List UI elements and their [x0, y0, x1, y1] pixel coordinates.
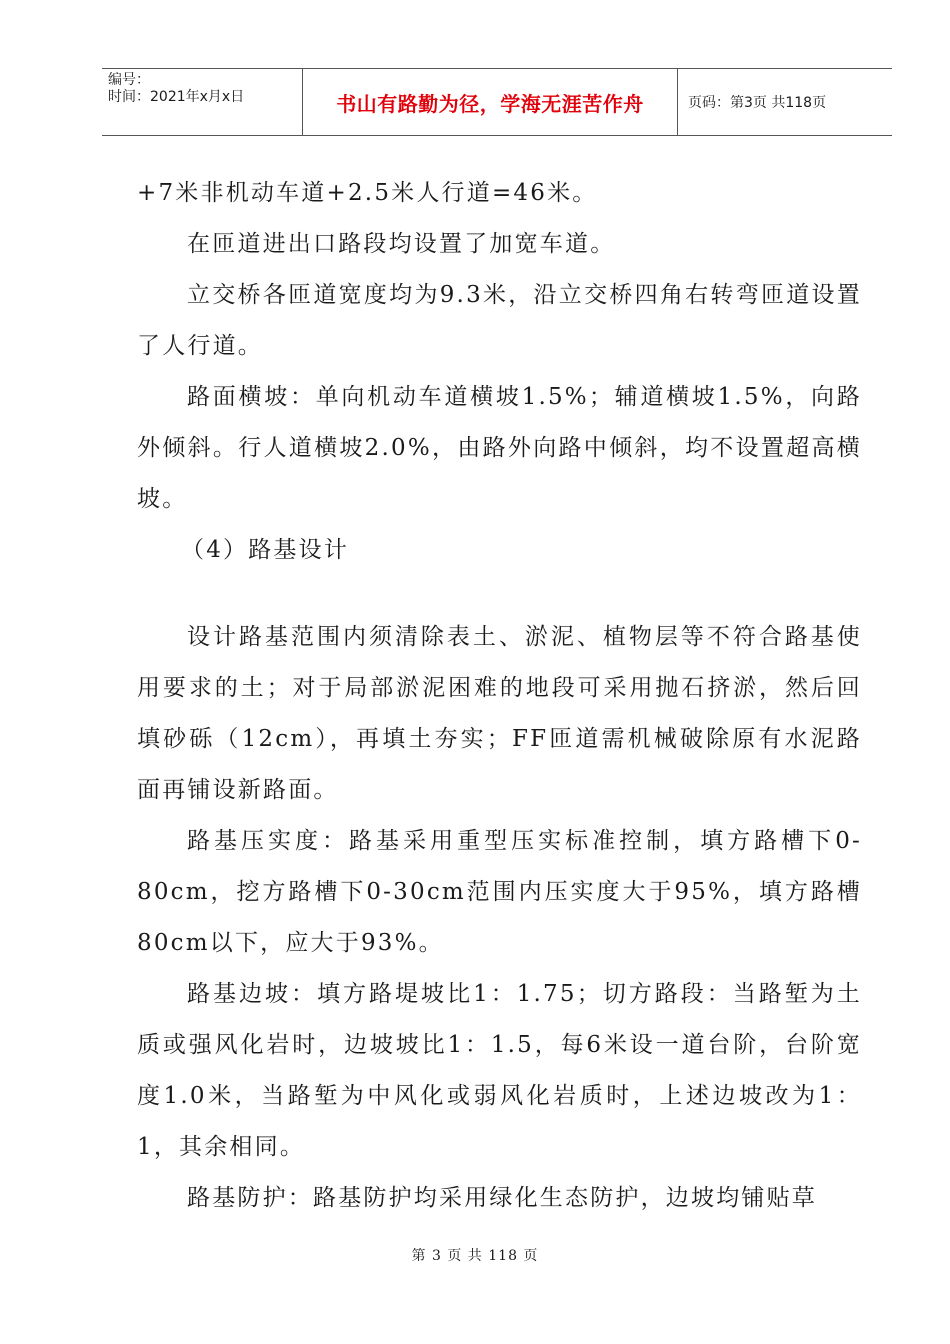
paragraph-subgrade-clearing: 设计路基范围内须清除表土、淤泥、植物层等不符合路基使用要求的土；对于局部淤泥困难的地段可采用抛石挤淤，然后回填砂砾（12cm），再填土夯实；FF匝道需机械破除原有水泥路面再铺设新路面。 [137, 624, 862, 803]
document-body [137, 168, 862, 1224]
page-footer: 第 3 页 共 118 页 [411, 1248, 539, 1264]
serial-label: 编号： [108, 72, 150, 88]
time-label: 时间：2021年x月x日 [108, 89, 245, 105]
section-heading-subgrade: （4）路基设计 [181, 537, 350, 563]
paragraph-ramp-widening: 在匝道进出口路段均设置了加宽车道。 [187, 231, 616, 257]
paragraph-protection: 路基防护：路基防护均采用绿化生态防护，边坡均铺贴草 [187, 1185, 817, 1211]
section-gap [137, 576, 862, 612]
header-page-info: 页码：第3页 共118页 [688, 95, 827, 111]
paragraph-compaction: 路基压实度：路基采用重型压实标准控制，填方路槽下0-80cm，挖方路槽下0-30cm范围内压实度大于95%，填方路槽80cm以下，应大于93%。 [137, 828, 862, 956]
paragraph-side-slope: 路基边坡：填方路堤坡比1：1.75；切方路段：当路堑为土质或强风化岩时，边坡坡比1：1.5，每6米设一道台阶，台阶宽度1.0米，当路堑为中风化或弱风化岩质时，上述边坡改为1：1，其余相同。 [137, 981, 862, 1160]
paragraph-cross-slope: 路面横坡：单向机动车道横坡1.5%；辅道横坡1.5%，向路外倾斜。行人道横坡2.0%，由路外向路中倾斜，均不设置超高横坡。 [137, 384, 862, 512]
header-meta-cell [102, 69, 303, 135]
page-header [102, 68, 892, 136]
paragraph-ramp-width: 立交桥各匝道宽度均为9.3米，沿立交桥四角右转弯匝道设置了人行道。 [137, 282, 862, 359]
header-motto: 书山有路勤为径，学海无涯苦作舟 [303, 69, 678, 135]
paragraph-continuation: +7米非机动车道+2.5米人行道=46米。 [137, 180, 598, 206]
